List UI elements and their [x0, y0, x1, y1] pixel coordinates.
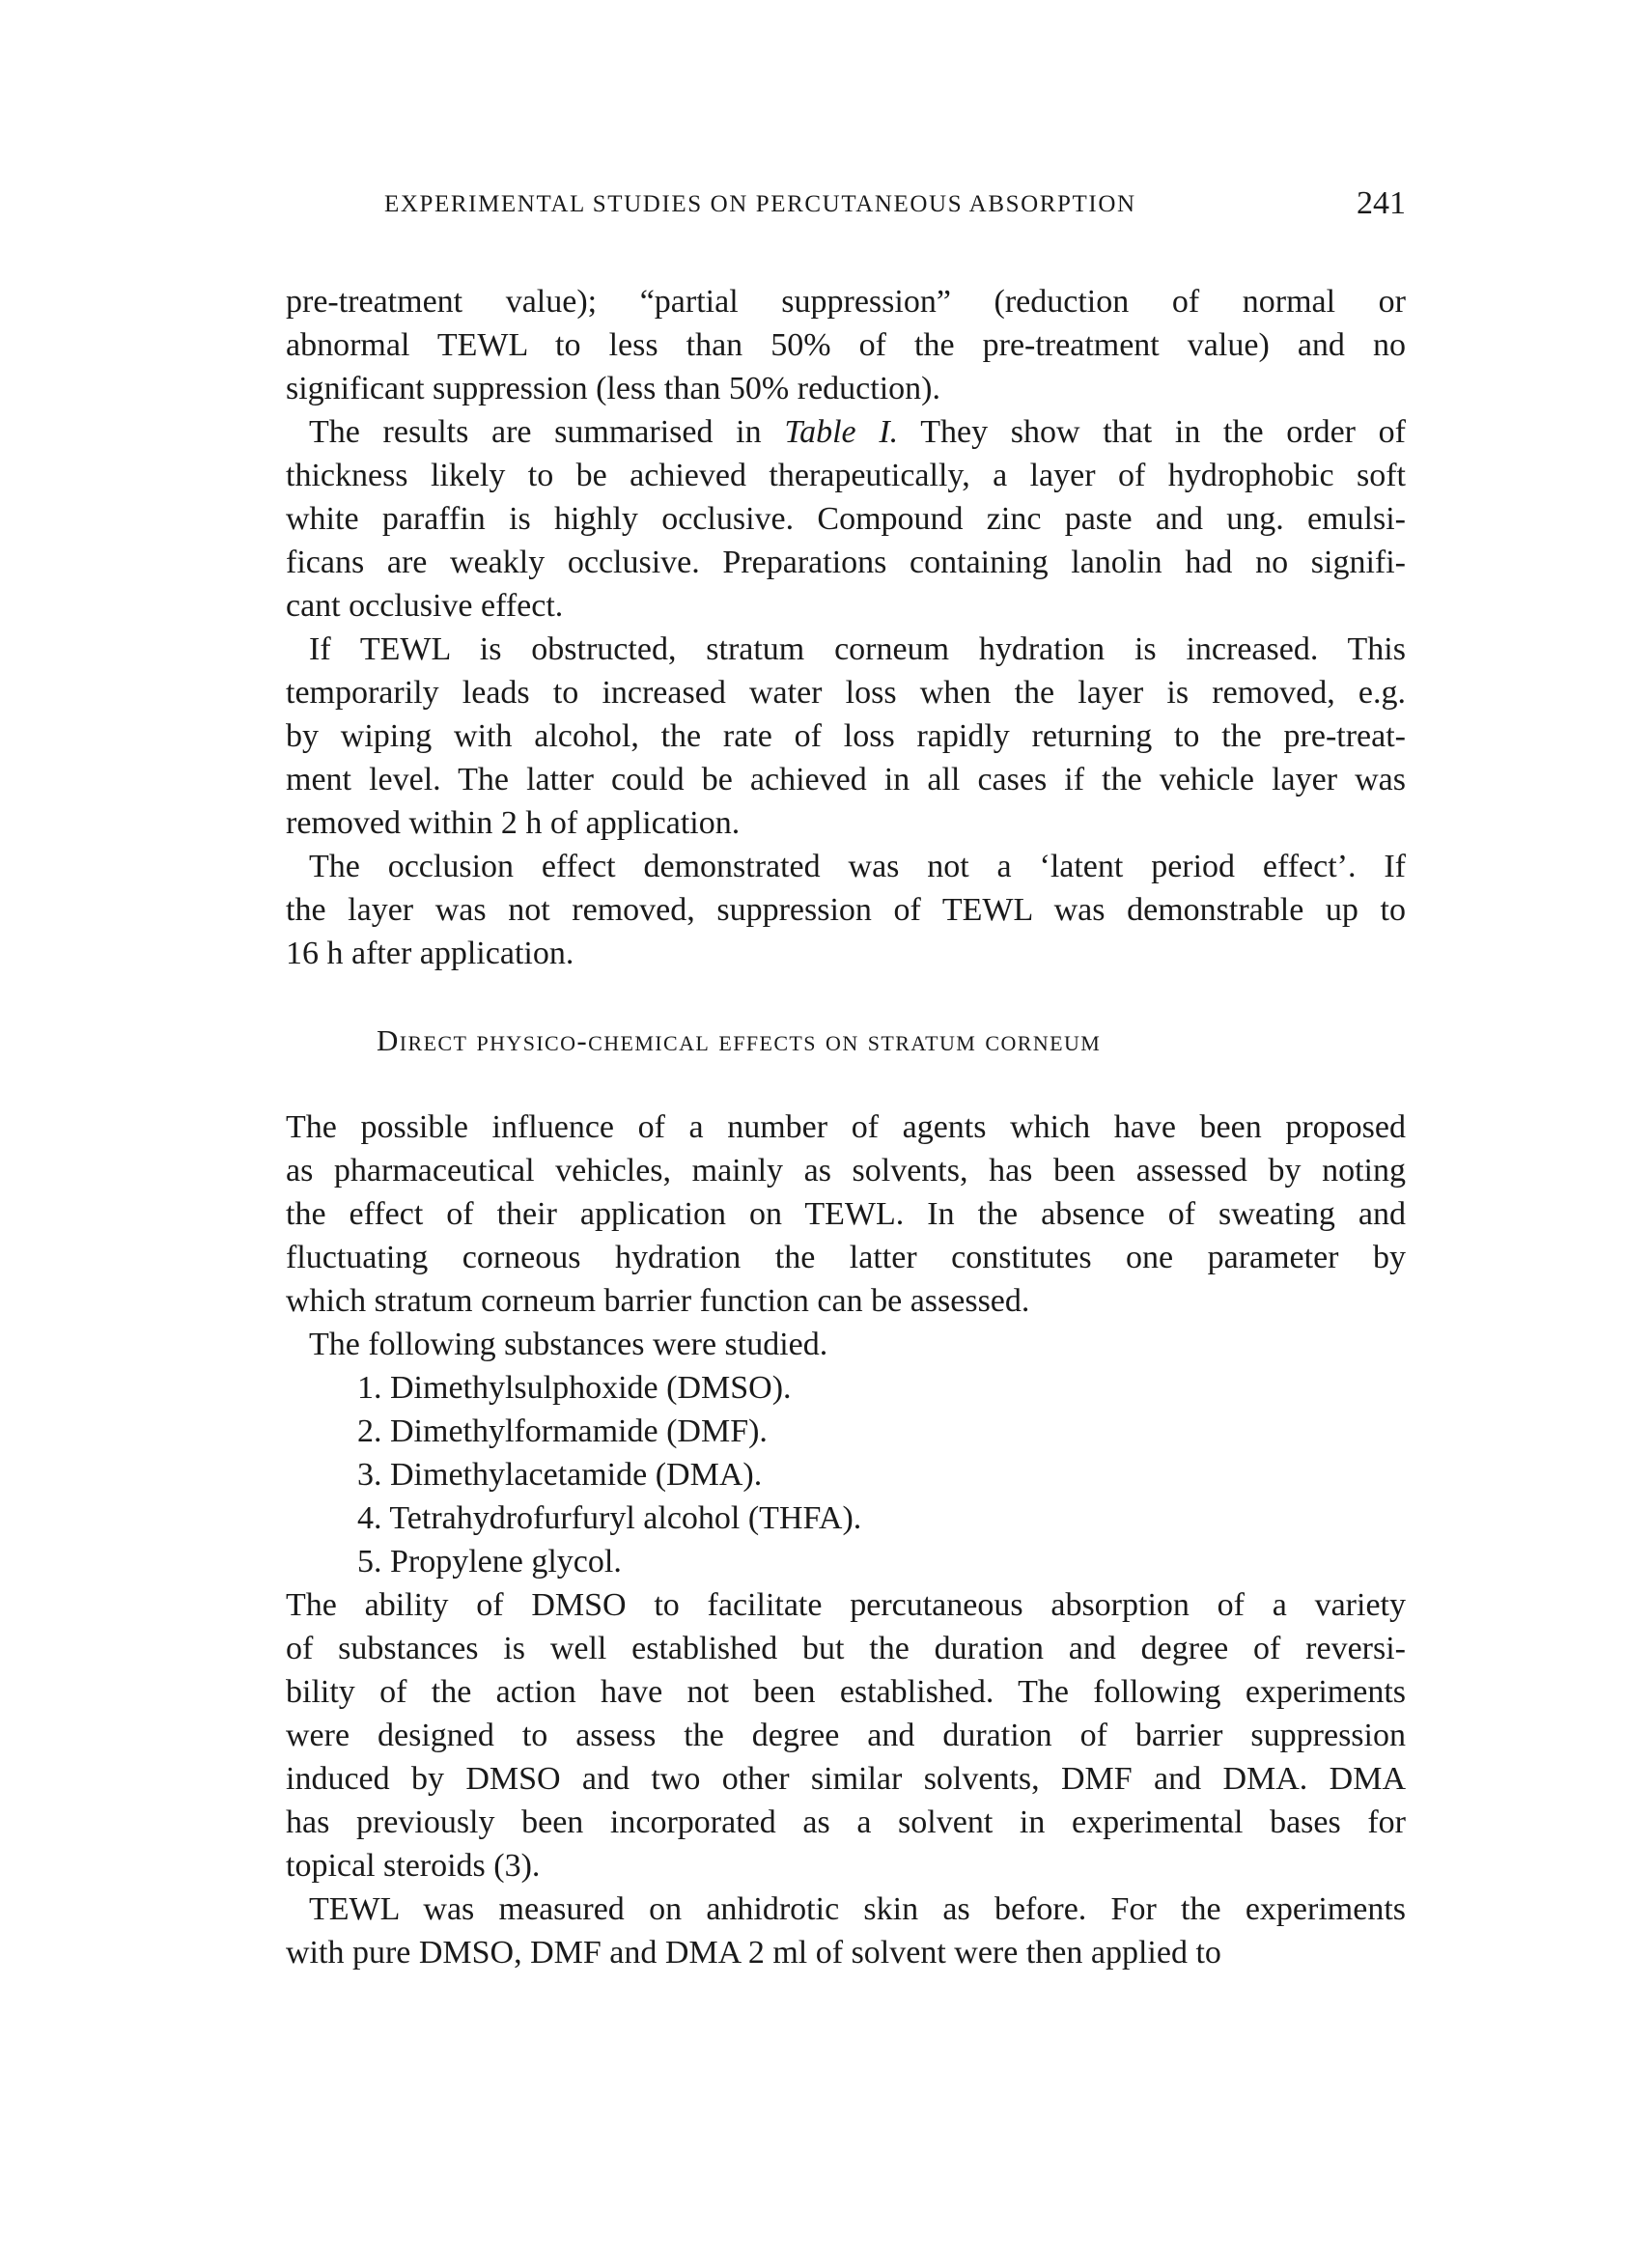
- text-line: white paraffin is highly occlusive. Compound zinc paste and ung. emulsi-: [286, 501, 1406, 537]
- text-line: The results are summarised in Table I. They show that in the order of: [309, 414, 1406, 450]
- paragraph: [286, 1323, 1406, 1366]
- text-line: the layer was not removed, suppression of TEWL was demonstrable up to: [286, 892, 1406, 928]
- list-item: [286, 1540, 1406, 1583]
- text-line: TEWL was measured on anhidrotic skin as before. For the experiments: [309, 1891, 1406, 1927]
- text-line: by wiping with alcohol, the rate of loss rapidly returning to the pre-treat-: [286, 718, 1406, 754]
- text-line: bility of the action have not been established. The following experiments: [286, 1674, 1406, 1710]
- list-item: [286, 1366, 1406, 1410]
- text-line: abnormal TEWL to less than 50% of the pre-treatment value) and no: [286, 327, 1406, 363]
- text-line: The ability of DMSO to facilitate percutaneous absorption of a variety: [286, 1587, 1406, 1623]
- list-item: [286, 1410, 1406, 1453]
- paragraph: [286, 845, 1406, 975]
- text-line: 2. Dimethylformamide (DMF).: [357, 1413, 768, 1449]
- text-line: thickness likely to be achieved therapeutically, a layer of hydrophobic soft: [286, 458, 1406, 493]
- text-line: 16 h after application.: [286, 936, 574, 971]
- text-line: cant occlusive effect.: [286, 588, 564, 624]
- section-heading: Direct physico-chemical effects on stratum corneum: [377, 1023, 1102, 1057]
- text-line: The following substances were studied.: [309, 1327, 828, 1362]
- text-line: 4. Tetrahydrofurfuryl alcohol (THFA).: [357, 1500, 862, 1536]
- body-text: [286, 280, 1406, 1974]
- text-line: If TEWL is obstructed, stratum corneum hydration is increased. This: [309, 631, 1406, 667]
- list-item: [286, 1496, 1406, 1540]
- text-line: the effect of their application on TEWL. In the absence of sweating and: [286, 1196, 1406, 1232]
- paragraph: [286, 1583, 1406, 1888]
- text-line: 5. Propylene glycol.: [357, 1544, 622, 1580]
- text-line: ficans are weakly occlusive. Preparations containing lanolin had no signifi-: [286, 545, 1406, 580]
- text-line: The possible influence of a number of agents which have been proposed: [286, 1109, 1406, 1145]
- text-line: temporarily leads to increased water loss when the layer is removed, e.g.: [286, 675, 1406, 711]
- paragraph: [286, 1888, 1406, 1974]
- text-line: 3. Dimethylacetamide (DMA).: [357, 1457, 763, 1493]
- text-line: of substances is well established but the duration and degree of reversi-: [286, 1631, 1406, 1666]
- text-line: has previously been incorporated as a solvent in experimental bases for: [286, 1804, 1406, 1840]
- running-title: EXPERIMENTAL STUDIES ON PERCUTANEOUS ABSORPTION: [384, 191, 1136, 217]
- text-line: ment level. The latter could be achieved in all cases if the vehicle layer was: [286, 762, 1406, 797]
- paragraph: [286, 628, 1406, 845]
- paragraph: [286, 280, 1406, 410]
- text-line: removed within 2 h of application.: [286, 805, 741, 841]
- paragraph: [286, 1105, 1406, 1323]
- text-line: The occlusion effect demonstrated was not a ‘latent period effect’. If: [309, 849, 1406, 884]
- text-line: were designed to assess the degree and duration of barrier suppression: [286, 1718, 1406, 1753]
- italic-reference: Table I.: [784, 414, 899, 450]
- text-line: 1. Dimethylsulphoxide (DMSO).: [357, 1370, 792, 1406]
- text-line: as pharmaceutical vehicles, mainly as solvents, has been assessed by noting: [286, 1153, 1406, 1188]
- running-header: [286, 185, 1406, 230]
- spacer: [286, 975, 1406, 1019]
- paragraph: [286, 410, 1406, 628]
- text-line: topical steroids (3).: [286, 1848, 541, 1884]
- text-line: significant suppression (less than 50% reduction).: [286, 371, 940, 406]
- list-item: [286, 1453, 1406, 1496]
- text-line: induced by DMSO and two other similar solvents, DMF and DMA. DMA: [286, 1761, 1406, 1797]
- spacer: [286, 1062, 1406, 1105]
- text-line: with pure DMSO, DMF and DMA 2 ml of solvent were then applied to: [286, 1935, 1221, 1971]
- text-line: fluctuating corneous hydration the latter constitutes one parameter by: [286, 1240, 1406, 1275]
- page-number: 241: [1357, 185, 1406, 221]
- text-line: pre-treatment value); “partial suppression” (reduction of normal or: [286, 284, 1406, 320]
- text-line: which stratum corneum barrier function can be assessed.: [286, 1283, 1030, 1319]
